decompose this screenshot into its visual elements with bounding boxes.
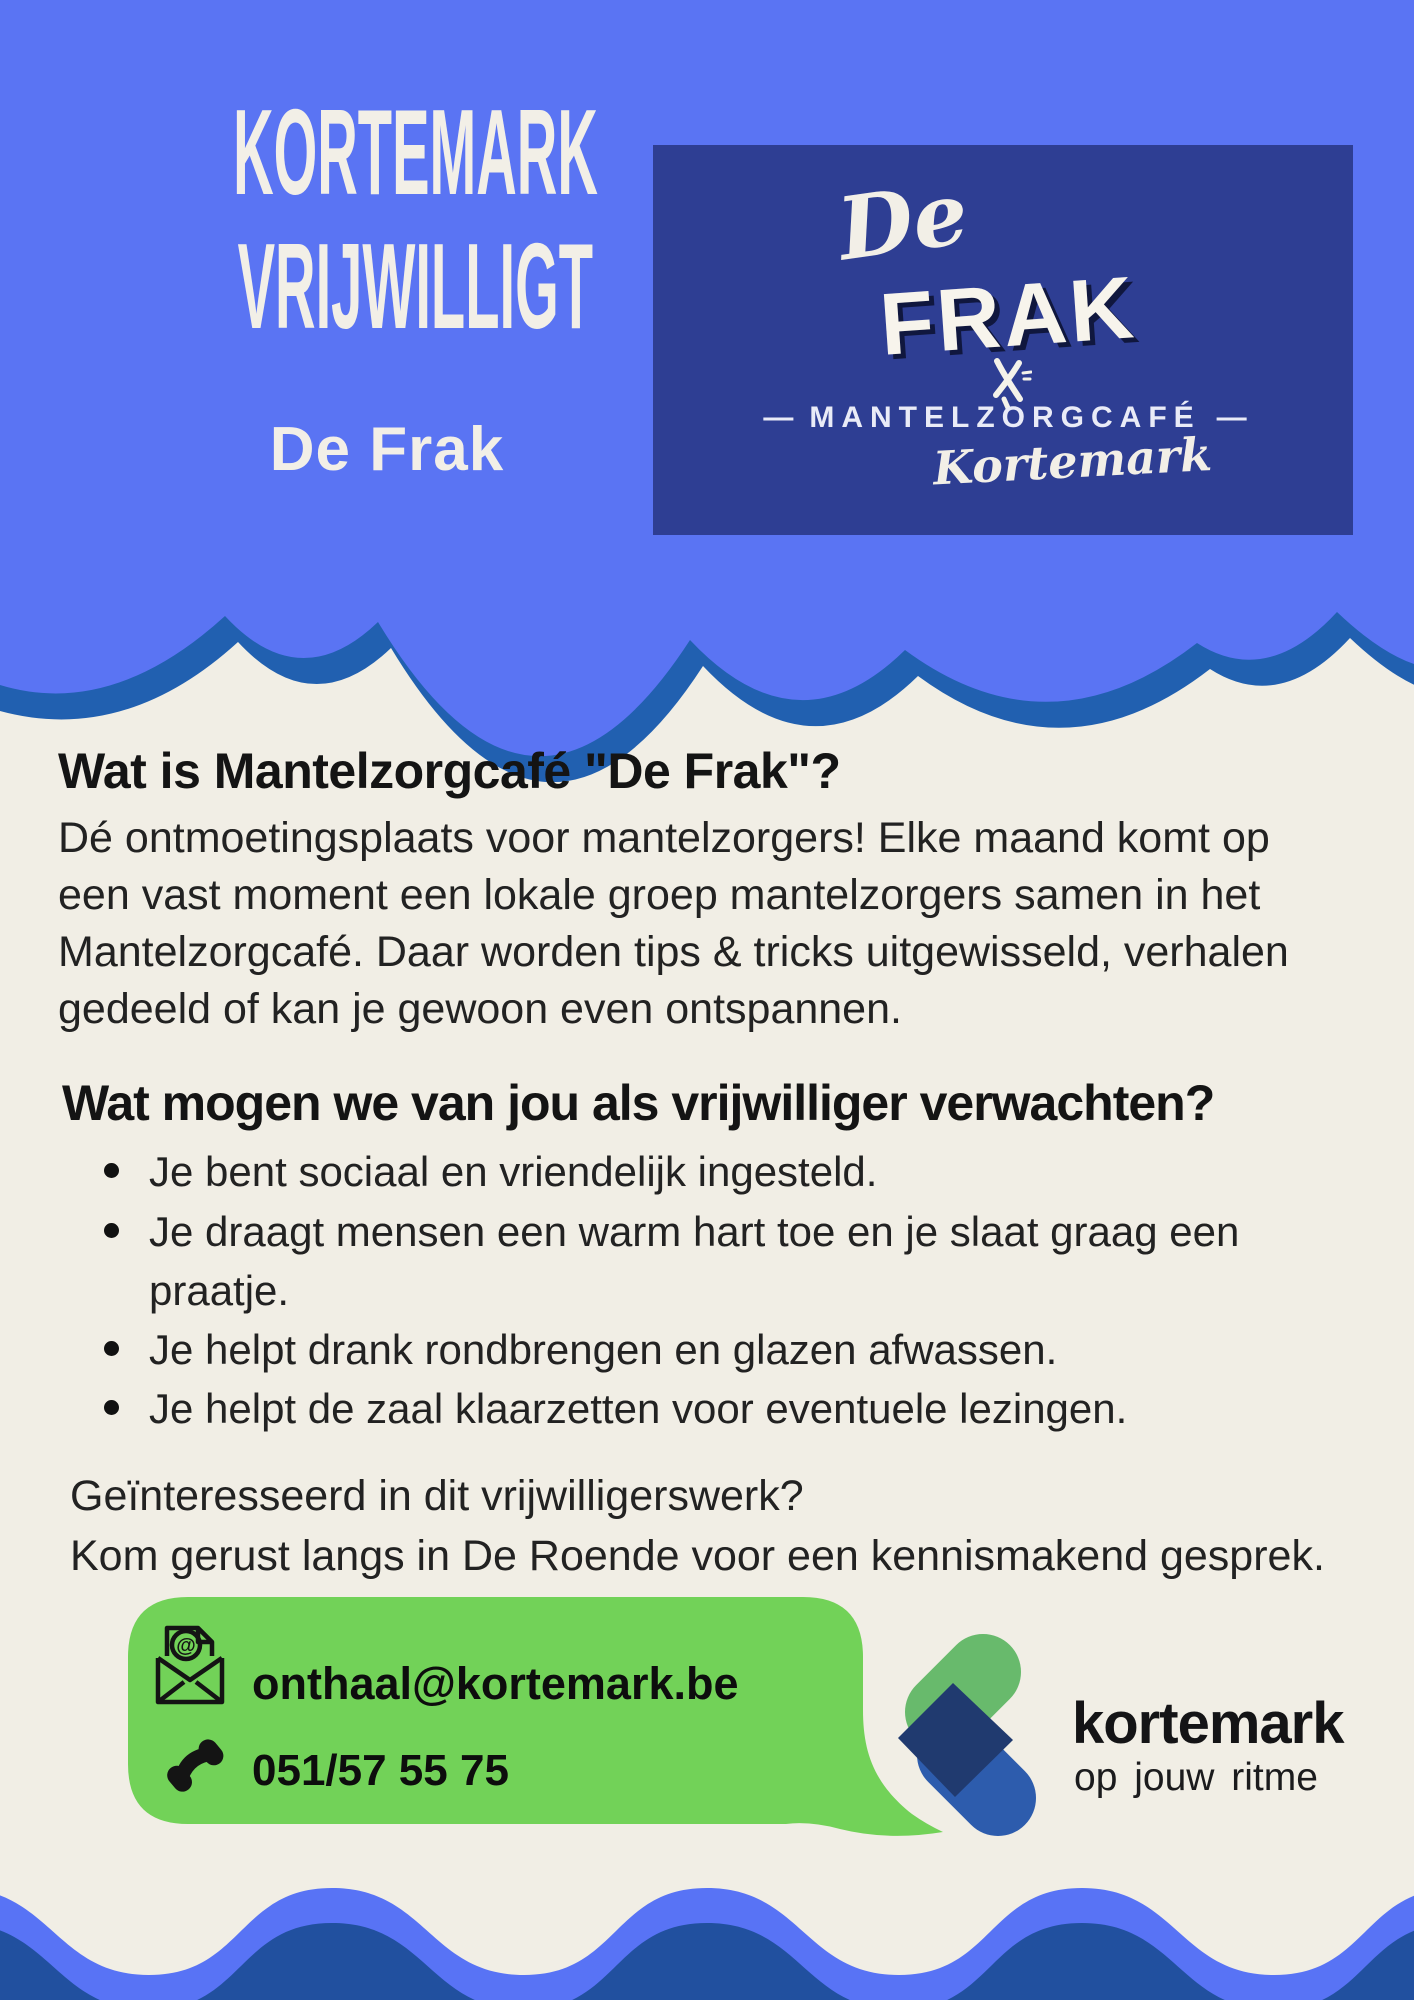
contact-email: onthaal@kortemark.be — [252, 1658, 739, 1709]
bullet-dot — [104, 1400, 119, 1415]
header-title-line2: VRIJWILLIGT — [237, 218, 593, 354]
defrak-wordmark: FRAK — [876, 257, 1140, 374]
divider-dash-left: — — [763, 401, 794, 434]
list-item — [104, 1202, 1239, 1320]
defrak-category-row — [693, 401, 1317, 435]
list-item-text: Je bent sociaal en vriendelijk ingesteld. — [149, 1148, 878, 1195]
intro-line: een vast moment een lokale groep mantelzorgers samen in het — [58, 871, 1261, 919]
brand-name: kortemark — [1072, 1691, 1344, 1756]
intro-line: Mantelzorgcafé. Daar worden tips & tricks uitgewisseld, verhalen — [58, 928, 1289, 976]
brand-tagline: op jouw ritme — [1074, 1756, 1318, 1799]
svg-text:@: @ — [176, 1635, 196, 1657]
intro-line: Dé ontmoetingsplaats voor mantelzorgers! Elke maand komt op — [58, 814, 1270, 862]
bullet-dot — [104, 1223, 119, 1238]
outro-invitation: Kom gerust langs in De Roende voor een kennismakend gesprek. — [70, 1532, 1325, 1580]
footer-wave-graphic — [0, 1870, 1414, 2000]
phone-handset-icon — [162, 1732, 226, 1796]
defrak-logo-card — [653, 145, 1353, 535]
list-item — [104, 1142, 877, 1201]
intro-line: gedeeld of kan je gewoon even ontspannen. — [58, 985, 902, 1033]
kortemark-chevron-icon — [880, 1630, 1050, 1840]
list-item — [104, 1379, 1127, 1438]
outro-question: Geïnteresseerd in dit vrijwilligerswerk? — [70, 1472, 804, 1520]
divider-dash-right: — — [1216, 401, 1247, 434]
contact-bubble — [120, 1590, 960, 1850]
header-subtitle: De Frak — [269, 415, 505, 484]
defrak-script-kortemark: Kortemark — [931, 426, 1214, 496]
defrak-script-de: De — [831, 162, 975, 281]
contact-phone: 051/57 55 75 — [252, 1746, 509, 1795]
intro-paragraph — [58, 810, 1289, 1038]
bullet-dot — [104, 1163, 119, 1178]
list-item-text: Je helpt drank rondbrengen en glazen afwassen. — [149, 1326, 1058, 1373]
envelope-at-icon — [148, 1618, 232, 1706]
list-item — [104, 1320, 1057, 1379]
expectations-heading: Wat mogen we van jou als vrijwilliger verwachten? — [62, 1075, 1215, 1131]
list-item-text: Je draagt mensen een warm hart toe en je slaat graag een — [149, 1208, 1240, 1255]
header-title-line1: KORTEMARK — [232, 84, 598, 220]
list-item-text: praatje. — [149, 1267, 290, 1314]
defrak-category-label: MANTELZORGCAFÉ — [809, 401, 1201, 434]
intro-heading: Wat is Mantelzorgcafé "De Frak"? — [58, 743, 841, 799]
bullet-dot — [104, 1341, 119, 1356]
list-item-text: Je helpt de zaal klaarzetten voor eventuele lezingen. — [149, 1385, 1128, 1432]
